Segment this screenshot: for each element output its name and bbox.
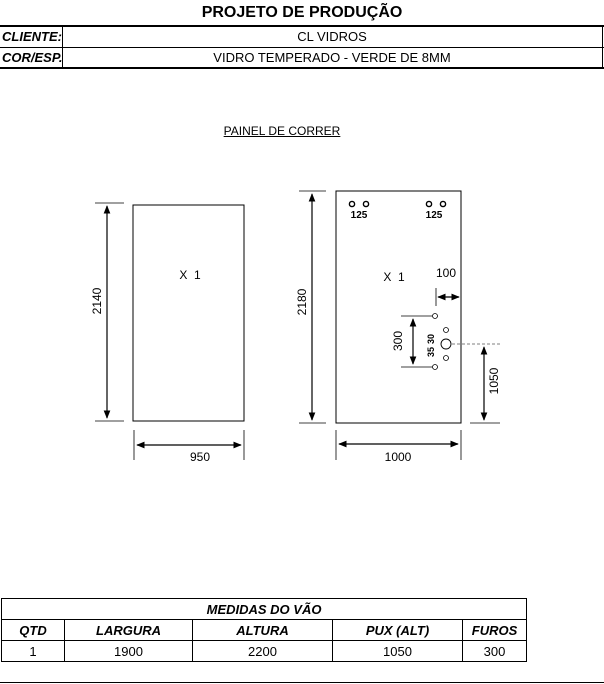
handle-spacing-label: 300 (391, 330, 405, 352)
small-hole-icon (444, 328, 449, 333)
measurements-table (1, 598, 527, 662)
roller-hole-icon (349, 201, 354, 206)
handle-height-label: 1050 (487, 367, 501, 395)
client-label: CLIENTE: (2, 29, 62, 44)
handle-hole-bottom-icon (433, 365, 438, 370)
roller-hole-icon (363, 201, 368, 206)
column-header-furos: FUROS (463, 620, 527, 641)
edge-offset-label: 100 (435, 266, 457, 280)
column-header-pux: PUX (ALT) (333, 620, 463, 641)
section-title-text: PAINEL DE CORRER (223, 124, 341, 138)
right-panel-height: 2180 (295, 288, 309, 316)
color-thickness-label: COR/ESP. (2, 50, 63, 65)
left-panel-outline (133, 205, 244, 421)
hole-diameter-label-b: 30 (426, 333, 436, 345)
handle-hole-top-icon (433, 314, 438, 319)
left-roller-label: 125 (350, 210, 368, 221)
cell-altura: 2200 (193, 641, 333, 662)
color-thickness-value: VIDRO TEMPERADO - VERDE DE 8MM (213, 50, 451, 65)
cell-largura: 1900 (65, 641, 193, 662)
left-panel-width: 950 (189, 450, 211, 464)
roller-hole-icon (440, 201, 445, 206)
right-panel-outline (336, 191, 461, 423)
client-value: CL VIDROS (297, 29, 367, 44)
cell-qtd: 1 (2, 641, 65, 662)
roller-hole-icon (426, 201, 431, 206)
column-header-largura: LARGURA (65, 620, 193, 641)
right-panel-quantity: X 1 (383, 270, 405, 284)
cell-pux: 1050 (333, 641, 463, 662)
table-row (2, 641, 527, 662)
left-panel-quantity: X 1 (179, 268, 201, 282)
right-roller-label: 125 (425, 210, 443, 221)
left-panel-height: 2140 (90, 287, 104, 315)
page-title: PROJETO DE PRODUÇÃO (201, 4, 403, 21)
small-hole-icon (444, 356, 449, 361)
column-header-qtd: QTD (2, 620, 65, 641)
right-panel-width: 1000 (384, 450, 412, 464)
hole-diameter-label-a: 35 (426, 346, 436, 358)
table-header-row (2, 620, 527, 641)
table-caption: MEDIDAS DO VÃO (2, 599, 527, 620)
table-caption-row (2, 599, 527, 620)
handle-center-hole-icon (441, 339, 451, 349)
cell-furos: 300 (463, 641, 527, 662)
column-header-altura: ALTURA (193, 620, 333, 641)
footer-rule (0, 682, 604, 683)
